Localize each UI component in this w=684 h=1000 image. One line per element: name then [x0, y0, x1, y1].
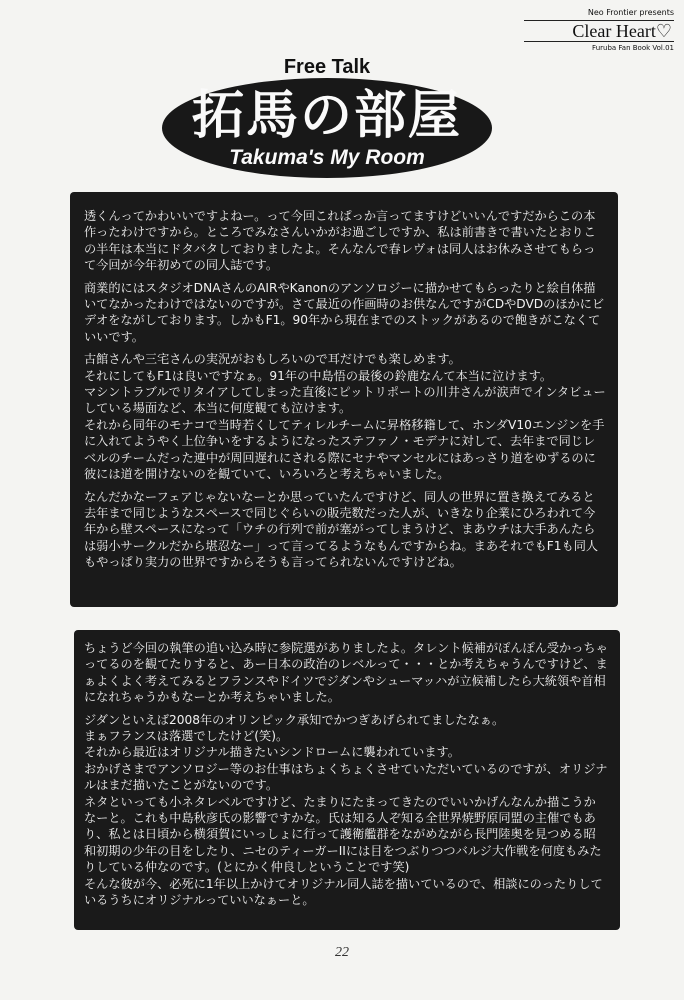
series-title: Clear Heart♡ [524, 20, 674, 42]
paragraph: 古館さんや三宅さんの実況がおもしろいので耳だけでも楽しめます。 それにしてもF1は良いですなぁ。91年の中島悟の最後の鈴鹿なんて本当に泣けます。 マシントラブルでリタイアしてしまった直後にピットリポートの川井さんが涙声でインタビューしている場面など、本当に何度観ても泣けます。 それから同年のモナコで当時若くしてティレルチームに昇格移籍して、ホンダV10エンジンを手に入れてようやく上位争いをするようになったステファノ・モデナに対して、去年まで同じレベルのチームだった連中が周回遅れにされる際にセナやマンセルにはあっさり道をゆずるのに彼には道を開けないのを観ていて、いろいろと考えちゃいました。 [84, 352, 606, 482]
text-box-2 [74, 630, 620, 930]
text-box-1 [70, 192, 618, 607]
free-talk-label: Free Talk [283, 56, 371, 78]
paragraph: 商業的にはスタジオDNAさんのAIRやKanonのアンソロジーに描かせてもらったりと絵自体描いてなかったわけではないのですが。さて最近の作画時のお供なんですがCDやDVDのほかにビデオをながしております。しかもF1。90年から現在までのストックがあるので飽きがこなくていいです。 [84, 280, 605, 344]
paragraph: 透くんってかわいいですよねー。って今回これぱっか言ってますけどいいんですだからこの本作ったわけですから。ところでみなさんいかがお過ごしですか、私は前書きで書いたとおりこの半年は本当にドタバタしておりましたよ。そんなんで春レヴォは同人はお休みさせてもらって今回が今年初めての同人誌です。 [84, 209, 596, 273]
paragraph: ちょうど今回の執筆の追い込み時に参院選がありましたよ。タレント候補がぽんぽん受かっちゃってるのを観てたりすると、あー日本の政治のレベルって・・・とか考えちゃうんですけど、まぁよくよく考えてみるとフランスやドイツでジダンやシューマッハが立候補したら大統領や首相になれちゃうかもなーとか考えちゃいました。 [84, 641, 608, 705]
series-subtitle: Furuba Fan Book Vol.01 [592, 44, 674, 52]
presents-line: Neo Frontier presents [587, 8, 674, 17]
paragraph: ジダンといえば2008年のオリンピック承知でかつぎあげられてましたなぁ。 まぁフランスは落選でしたけど(笑)。 それから最近はオリジナル描きたいシンドロームに襲われています。 おかげさまでアンソロジー等のお仕事はちょくちょくさせていただいているのですが、オリジナルはまだ描いたことがないのです。 ネタといっても小ネタレベルですけど、たまりにたまってきたのでいいかげんなんか描こうかなーと。これも中島秋彦氏の影響ですかな。氏は知る人ぞ知る全世界焼野原同盟の主催でもあり、私とは日頃から横須賀にいっしょに行って護衛艦群をながめながら長門陸奥を見つめる昭和初期の少年の目をしたり、ニセのティーガーIIには目をつぶりつつバルジ大作戦を何度もみたりしている仲なのです。(とにかく仲良しということです笑) そんな彼が今、必死に1年以上かけてオリジナル同人誌を描いているので、相談にのったりしているうちにオリジナルっていいなぁーと。 [84, 712, 608, 908]
series-logo [524, 8, 674, 53]
title-block [162, 56, 492, 180]
paragraph: なんだかなーフェアじゃないなーとか思っていたんですけど、同人の世界に置き換えてみると去年まで同じようなスペースで同じぐらいの販売数だった人が、いきなり企業にひろわれて今年から壁スペースになって「ウチの行列で前が塞がってしまうけど、まあウチは大手あんたらは弱小サークルだから堪忍なー」って言ってるようなもんですからね。まあそれでもF1も同人もやっぱり実力の世界ですからそうも言ってられないんですけどね。 [84, 489, 599, 570]
english-title: Takuma's My Room [229, 146, 425, 169]
page-title: 拓馬の部屋 [191, 86, 462, 146]
page-number: 22 [335, 945, 349, 960]
